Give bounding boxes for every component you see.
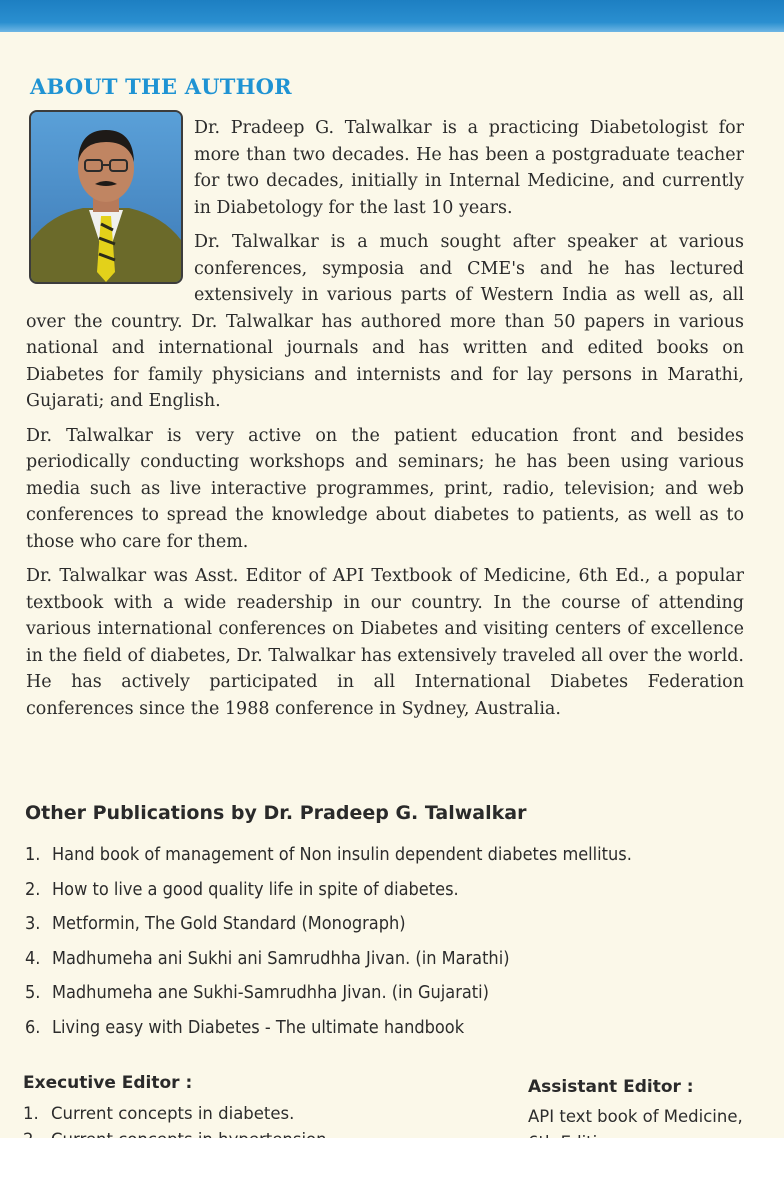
top-color-band (0, 0, 784, 32)
list-item: 1. Current concepts in diabetes. (23, 1104, 295, 1123)
assistant-editor-label: Assistant Editor : (528, 1077, 694, 1097)
author-bio (26, 115, 744, 730)
bio-paragraph-1: Dr. Pradeep G. Talwalkar is a practicing Diabetologist for more than two decades. He has been a postgraduate teacher for two decades, initially in Internal Medicine, and currently in Diabetology for the last 10 years. (194, 118, 744, 218)
list-item: 4. Madhumeha ani Sukhi ani Samrudhha Jivan. (in Marathi) (25, 947, 510, 969)
bio-paragraph-4: Dr. Talwalkar was Asst. Editor of API Textbook of Medicine, 6th Ed., a popular textbook with a wide readership in our country. In the course of attending various international conferences on Diabetes and visiting centers of excellence in the field of diabetes, Dr. Talwalkar has extensively traveled all over the world. He has actively participated in all International Diabetes Federation conferences since the 1988 conference in Sydney, Australia. (26, 566, 744, 719)
bio-paragraph-3: Dr. Talwalkar is very active on the patient education front and besides periodically conducting workshops and seminars; he has been using various media such as live interactive programmes, print, radio, television; and web conferences to spread the knowledge about diabetes to patients, as well as to those who care for them. (26, 425, 744, 552)
list-item: 2. How to live a good quality life in spite of diabetes. (25, 878, 459, 900)
list-item: 5. Madhumeha ane Sukhi-Samrudhha Jivan. (in Gujarati) (25, 982, 489, 1003)
publications-title: Other Publications by Dr. Pradeep G. Talwalkar (25, 802, 527, 824)
photo-spacer (26, 115, 194, 305)
executive-editor-label: Executive Editor : (23, 1073, 193, 1093)
list-item: 1. Hand book of management of Non insulin dependent diabetes mellitus. (25, 844, 632, 865)
list-item: 3. Metformin, The Gold Standard (Monograph) (25, 913, 406, 934)
assistant-editor-line-1: API text book of Medicine, (528, 1107, 743, 1126)
page-bottom-edge (0, 1138, 784, 1178)
bio-paragraph-2: Dr. Talwalkar is a much sought after speaker at various conferences, symposia and CME's and he has lectured extensively in various parts of Western India as well as, all over the country. Dr. Talwalkar has authored more than 50 papers in various national and international journals and has written and edited books on Diabetes for family physicians and internists and for lay persons in Marathi, Gujarati; and English. (26, 232, 744, 411)
list-item: 6. Living easy with Diabetes - The ultimate handbook (25, 1016, 465, 1038)
publications-list (25, 838, 765, 1045)
section-heading: ABOUT THE AUTHOR (30, 74, 292, 99)
